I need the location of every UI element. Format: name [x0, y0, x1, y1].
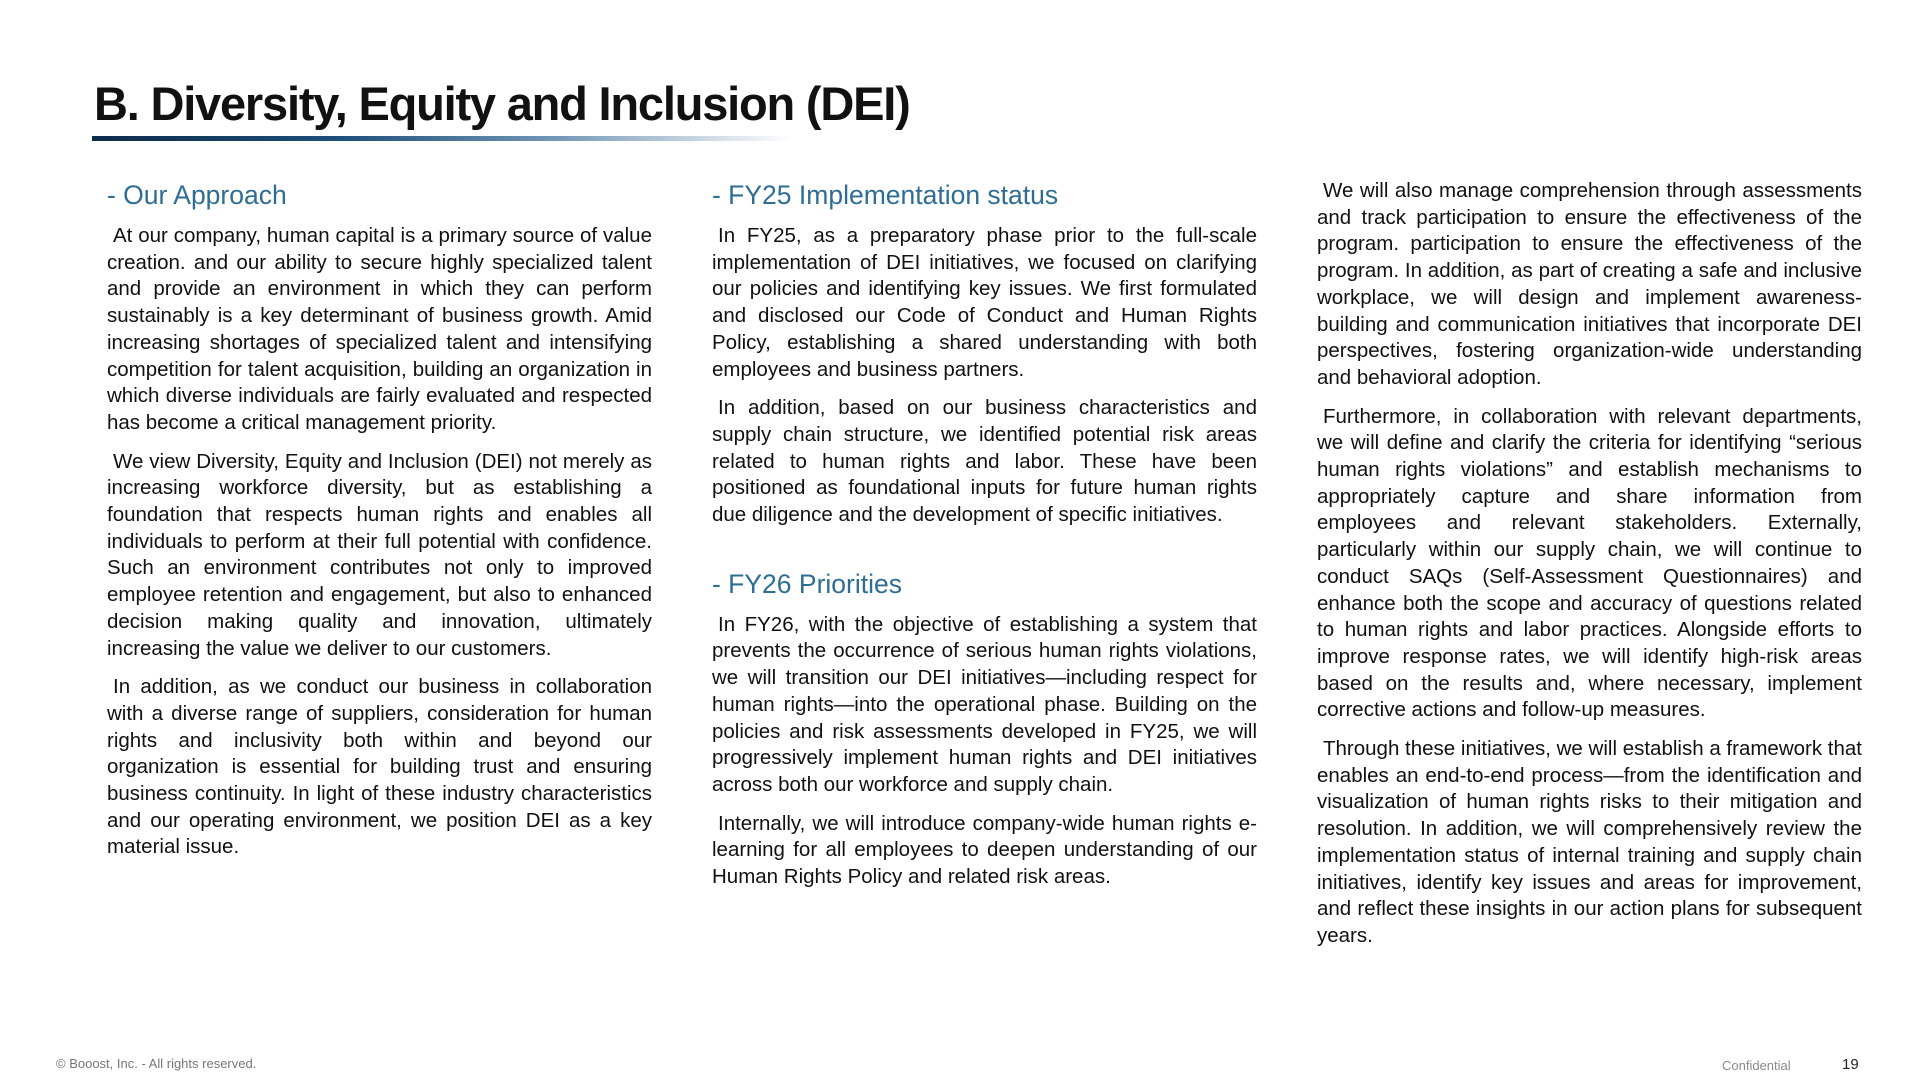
- continued-paragraph-2: Furthermore, in collaboration with relevant departments, we will define and clarify the criteria for identifying “serious human rights violations” and establish mechanisms to appropriately capture and share information from employees and relevant stakeholders. Externally, particularly within our supply chain, we will continue to conduct SAQs (Self-Assessment Questionnaires) and enhance both the scope and accuracy of questions related to human rights and labor practices. Alongside efforts to improve response rates, we will identify high-risk areas based on the results and, where necessary, implement corrective actions and follow-up measures.: [1317, 404, 1862, 722]
- fy26-paragraph-1: In FY26, with the objective of establishing a system that prevents the occurrence of serious human rights violations, we will transition our DEI initiatives—including respect for human rights—into the operational phase. Building on the policies and risk assessments developed in FY25, we will progressively implement human rights and DEI initiatives across both our workforce and supply chain.: [712, 612, 1257, 796]
- fy26-paragraph-2: Internally, we will introduce company-wide human rights e-learning for all employees to deepen understanding of our Human Rights Policy and related risk areas.: [712, 811, 1257, 889]
- section-heading-fy26: - FY26 Priorities: [712, 568, 902, 599]
- fy25-paragraph-1: In FY25, as a preparatory phase prior to the full-scale implementation of DEI initiatives, we focused on clarifying our policies and identifying key issues. We first formulated and disclosed our Code of Conduct and Human Rights Policy, establishing a shared understanding with both employees and business partners.: [712, 224, 1257, 381]
- approach-paragraph-1: At our company, human capital is a primary source of value creation. and our ability to secure highly specialized talent and provide an environment in which they can perform sustainably is a key determinant of business growth. Amid increasing shortages of specialized talent and intensifying competition for talent acquisition, building an organization in which diverse individuals are fairly evaluated and respected has become a critical management priority.: [107, 224, 652, 434]
- approach-paragraph-3: In addition, as we conduct our business in collaboration with a diverse range of suppliers, consideration for human rights and inclusivity both within and beyond our organization is essential for building trust and ensuring business continuity. In light of these industry characteristics and our operating environment, we position DEI as a key material issue.: [107, 675, 652, 859]
- title-underline: [92, 136, 792, 141]
- section-heading-our-approach: - Our Approach: [107, 180, 287, 210]
- footer-confidential-label: Confidential: [1722, 1058, 1791, 1073]
- page-title: B. Diversity, Equity and Inclusion (DEI): [94, 77, 910, 130]
- page-number: 19: [1842, 1056, 1859, 1073]
- section-heading-fy25: - FY25 Implementation status: [712, 180, 1059, 210]
- column-continued: [1317, 178, 1862, 962]
- approach-paragraph-2: We view Diversity, Equity and Inclusion (DEI) not merely as increasing workforce diversity, but as establishing a foundation that respects human rights and enables all individuals to perform at their full potential with confidence. Such an environment contributes not only to improved employee retention and engagement, but also to enhanced decision making quality and innovation, ultimately increasing the value we deliver to our customers.: [107, 449, 652, 660]
- column-our-approach: [107, 180, 652, 873]
- continued-paragraph-1: We will also manage comprehension through assessments and track participation to ensure the effectiveness of the program. participation to ensure the effectiveness of the program. In addition, as part of creating a safe and inclusive workplace, we will design and implement awareness-building and communication initiatives that incorporate DEI perspectives, fostering organization-wide understanding and behavioral adoption.: [1317, 179, 1862, 389]
- column-implementation: [712, 180, 1257, 903]
- fy25-paragraph-2: In addition, based on our business characteristics and supply chain structure, we identified potential risk areas related to human rights and labor. These have been positioned as foundational inputs for future human rights due diligence and the development of specific initiatives.: [712, 396, 1257, 527]
- footer-copyright: © Booost, Inc. - All rights reserved.: [56, 1056, 257, 1071]
- continued-paragraph-3: Through these initiatives, we will establish a framework that enables an end-to-end process—from the identification and visualization of human rights risks to their mitigation and resolution. In addition, we will comprehensively review the implementation status of internal training and supply chain initiatives, identify key issues and areas for improvement, and reflect these insights in our action plans for subsequent years.: [1317, 737, 1862, 947]
